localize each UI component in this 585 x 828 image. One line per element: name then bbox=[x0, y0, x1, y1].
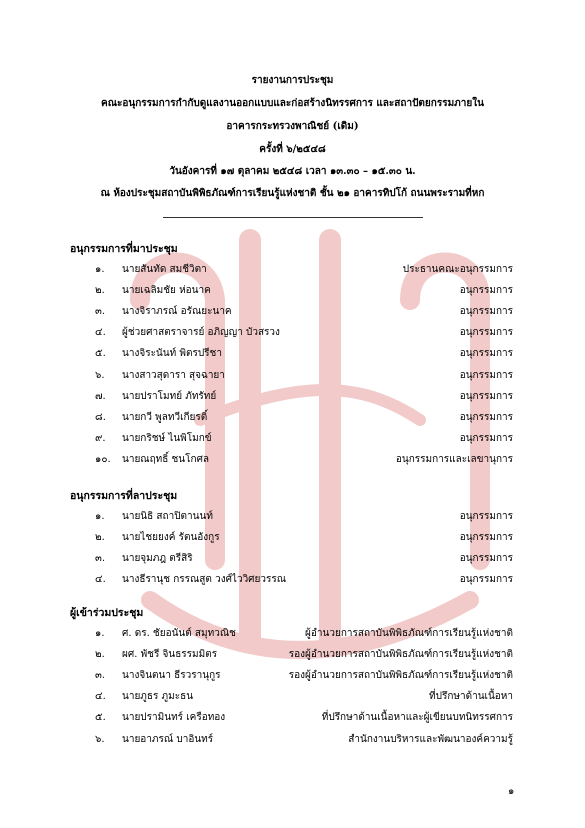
attendee-row bbox=[0, 346, 585, 362]
attendee-num: ๗. bbox=[95, 390, 106, 402]
attendee-num: ๓. bbox=[95, 553, 106, 565]
attendee-role: อนุกรรมการและเลขานุการ bbox=[395, 453, 513, 465]
attendee-row bbox=[0, 452, 585, 468]
header-line: อาคารกระทรวงพาณิชย์ (เดิม) bbox=[226, 121, 359, 132]
attendee-name: นายปราโมทย์ ภัทรัทย์ bbox=[122, 390, 217, 402]
attendee-role: ที่ปรึกษาด้านเนื้อหา bbox=[429, 691, 513, 703]
attendee-num: ๖. bbox=[95, 733, 105, 745]
header-line: ณ ห้องประชุมสถาบันพิพิธภัณฑ์การเรียนรู้แห่งชาติ ชั้น ๒๑ อาคารทิปโก้ ถนนพระรามที่หก bbox=[100, 188, 485, 199]
attendee-role: อนุกรรมการ bbox=[459, 348, 513, 360]
attendee-row bbox=[0, 732, 585, 748]
attendee-row bbox=[0, 647, 585, 663]
attendee-num: ๔. bbox=[95, 691, 106, 703]
attendee-num: ๓. bbox=[95, 306, 106, 318]
attendee-num: ๙. bbox=[95, 432, 106, 444]
header-line: ครั้งที่ ๖/๒๕๔๘ bbox=[259, 144, 326, 155]
attendee-name: นายอาภรณ์ บาอินทร์ bbox=[122, 733, 214, 745]
attendee-row bbox=[0, 431, 585, 447]
header-line: วันอังคารที่ ๑๗ ตุลาคม ๒๕๔๘ เวลา ๑๓.๓๐ – ๑๕.๓๐ น. bbox=[169, 166, 416, 177]
section-title: ผู้เข้าร่วมประชุม bbox=[70, 607, 144, 619]
attendee-role: อนุกรรมการ bbox=[459, 553, 513, 565]
header-line: รายงานการประชุม bbox=[251, 75, 334, 86]
attendee-name: ผู้ช่วยศาสตราจารย์ อภิญญา บัวสรวง bbox=[122, 327, 280, 339]
attendee-row bbox=[0, 668, 585, 684]
attendee-num: ๒. bbox=[95, 285, 105, 297]
attendee-name: นางจินตนา ธีรวรานุกูร bbox=[122, 670, 221, 682]
attendee-num: ๒. bbox=[95, 532, 105, 544]
attendee-name: นายกวี พูลทวีเกียรติ์ bbox=[122, 411, 208, 423]
section-title: อนุกรรมการที่มาประชุม bbox=[70, 243, 178, 255]
attendee-name: ผศ. พัชรี จินธรรมมิตร bbox=[122, 649, 218, 661]
attendee-num: ๔. bbox=[95, 574, 106, 586]
attendee-row bbox=[0, 710, 585, 726]
attendee-name: นายปรามินทร์ เครือทอง bbox=[122, 712, 226, 724]
attendee-num: ๕. bbox=[95, 712, 106, 724]
attendee-row bbox=[0, 304, 585, 320]
attendee-name: นายภูธร ภูมะธน bbox=[122, 691, 194, 703]
attendee-role: อนุกรรมการ bbox=[459, 327, 513, 339]
attendee-row bbox=[0, 368, 585, 384]
attendee-num: ๑. bbox=[95, 628, 105, 639]
attendee-row bbox=[0, 262, 585, 278]
attendee-name: นายสันทัด สมชีวิตา bbox=[122, 264, 207, 275]
attendee-row bbox=[0, 389, 585, 405]
attendee-name: นายณฤทธิ์ ชนโกศล bbox=[122, 453, 210, 465]
attendee-role: อนุกรรมการ bbox=[459, 306, 513, 318]
attendee-num: ๖. bbox=[95, 369, 105, 381]
attendee-row bbox=[0, 689, 585, 705]
attendee-num: ๘. bbox=[95, 411, 106, 423]
section-title: อนุกรรมการที่ลาประชุม bbox=[70, 490, 178, 502]
attendee-role: ที่ปรึกษาด้านเนื้อหาและผู้เขียนบทนิทรรศการ bbox=[321, 712, 513, 724]
attendee-num: ๑๐. bbox=[95, 453, 111, 465]
page-number: ๑ bbox=[508, 786, 515, 797]
attendee-role: อนุกรรมการ bbox=[459, 369, 513, 381]
attendee-role: อนุกรรมการ bbox=[459, 285, 513, 297]
attendee-role: อนุกรรมการ bbox=[459, 390, 513, 402]
attendee-role: อนุกรรมการ bbox=[459, 511, 513, 522]
attendee-row bbox=[0, 325, 585, 341]
attendee-row bbox=[0, 530, 585, 546]
attendee-row bbox=[0, 626, 585, 642]
attendee-name: ศ. ดร. ชัยอนันต์ สมุทวณิช bbox=[122, 628, 236, 639]
header-line: คณะอนุกรรมการกำกับดูแลงานออกแบบและก่อสร้างนิทรรศการ และสถาปัตยกรรมภายใน bbox=[101, 98, 484, 109]
attendee-role: ผู้อำนวยการสถาบันพิพิธภัณฑ์การเรียนรู้แห่งชาติ bbox=[305, 628, 513, 639]
attendee-role: รองผู้อำนวยการสถาบันพิพิธภัณฑ์การเรียนรู้แห่งชาติ bbox=[288, 670, 513, 682]
attendee-name: นายเฉลิมชัย ห่อนาค bbox=[122, 285, 211, 297]
attendee-num: ๑. bbox=[95, 264, 105, 275]
attendee-role: อนุกรรมการ bbox=[459, 574, 513, 586]
attendee-name: นางสาวสุดารา สุจฉายา bbox=[122, 369, 225, 381]
attendee-name: นายจุมภฎ ตรีสิริ bbox=[122, 553, 193, 565]
header-divider bbox=[163, 217, 423, 218]
attendee-row bbox=[0, 410, 585, 426]
attendee-name: นางจิระนันท์ พิตรปรีชา bbox=[122, 348, 222, 360]
attendee-row bbox=[0, 509, 585, 525]
attendee-num: ๑. bbox=[95, 511, 105, 522]
attendee-role: สำนักงานบริหารและพัฒนาองค์ความรู้ bbox=[348, 733, 513, 745]
attendee-role: ประธานคณะอนุกรรมการ bbox=[402, 264, 513, 275]
attendee-role: อนุกรรมการ bbox=[459, 532, 513, 544]
attendee-num: ๓. bbox=[95, 670, 106, 682]
attendee-role: รองผู้อำนวยการสถาบันพิพิธภัณฑ์การเรียนรู้แห่งชาติ bbox=[288, 649, 513, 661]
attendee-num: ๒. bbox=[95, 649, 105, 661]
attendee-num: ๔. bbox=[95, 327, 106, 339]
attendee-name: นางธีรานุช กรรณสูต วงศ์ไววิศยวรรณ bbox=[122, 574, 287, 586]
attendee-row bbox=[0, 551, 585, 567]
attendee-name: นางจิราภรณ์ อรัณยะนาค bbox=[122, 306, 232, 318]
attendee-row bbox=[0, 283, 585, 299]
attendee-name: นายนิธิ สถาปิตานนท์ bbox=[122, 511, 213, 522]
attendee-role: อนุกรรมการ bbox=[459, 432, 513, 444]
attendee-name: นายกริชษ์ ไนพิโมกข์ bbox=[122, 432, 212, 444]
attendee-role: อนุกรรมการ bbox=[459, 411, 513, 423]
attendee-row bbox=[0, 572, 585, 588]
attendee-num: ๕. bbox=[95, 348, 106, 360]
attendee-name: นายไชยยงค์ รัตนอังกูร bbox=[122, 532, 220, 544]
